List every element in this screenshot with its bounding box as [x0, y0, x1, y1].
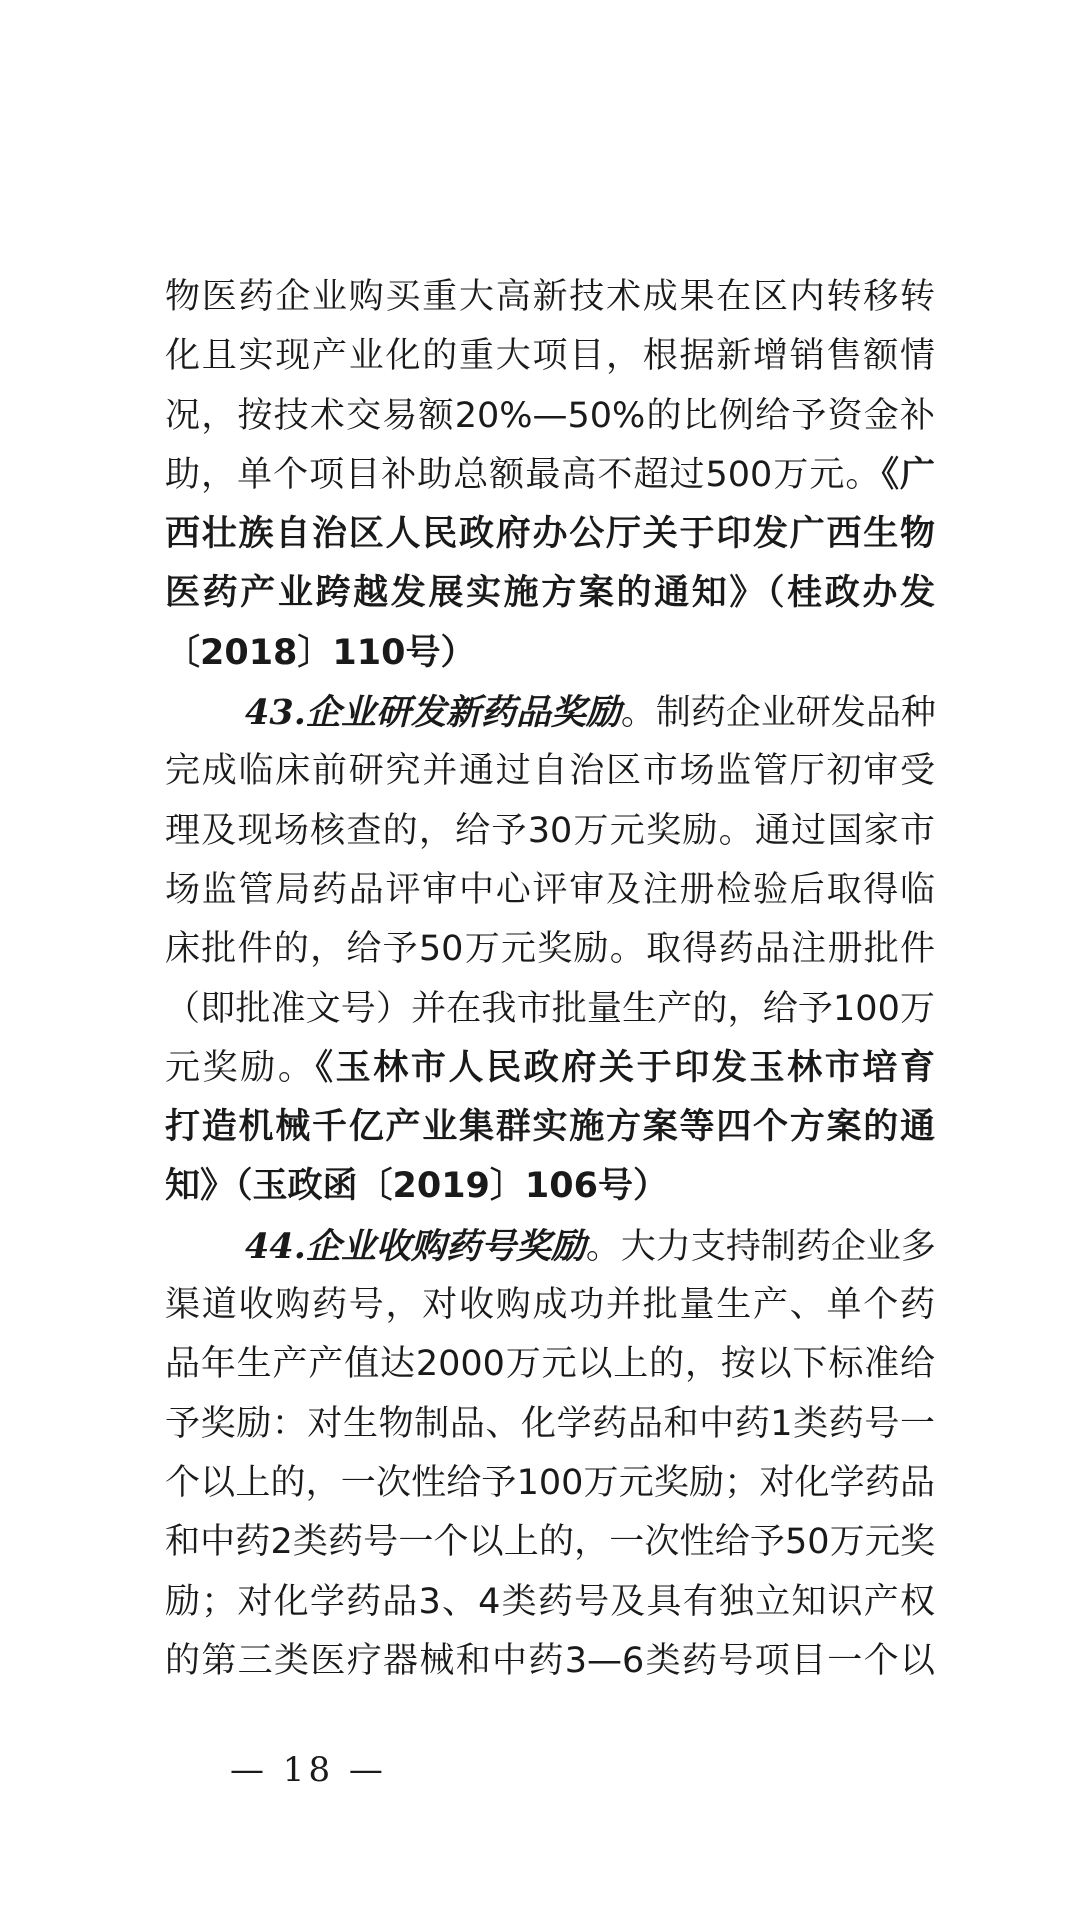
paragraph-3 — [165, 1217, 935, 1691]
paragraph-1 — [165, 268, 935, 683]
text-line: 床批件的，给予50万元奖励。取得药品注册批件 — [165, 929, 935, 970]
policy-citation-line: 打造机械千亿产业集群实施方案等四个方案的通 — [165, 1107, 935, 1148]
text-line: 况，按技术交易额20%—50%的比例给予资金补 — [165, 395, 935, 436]
paragraph-2 — [165, 683, 935, 1217]
policy-citation-start: 《玉林市人民政府关于印发玉林市培育 — [315, 1047, 935, 1088]
text-line: 励；对化学药品3、4类药号及具有独立知识产权 — [165, 1581, 935, 1622]
item-heading: 44.企业收购药号奖励 — [245, 1225, 586, 1267]
text-line: （即批准文号）并在我市批量生产的，给予100万 — [165, 988, 935, 1029]
page-number: — 18 — — [230, 1750, 387, 1790]
text-line: 化且实现产业化的重大项目，根据新增销售额情 — [165, 336, 935, 377]
text-line — [165, 683, 935, 742]
text-segment: 助，单个项目补助总额最高不超过500万元。 — [165, 454, 882, 495]
text-segment: 元奖励。 — [165, 1047, 316, 1088]
policy-citation-line: 医药产业跨越发展实施方案的通知》（桂政办发 — [165, 573, 935, 614]
text-line — [165, 446, 935, 505]
text-line: 完成临床前研究并通过自治区市场监管厅初审受 — [165, 751, 935, 792]
policy-citation-line: 西壮族自治区人民政府办公厅关于印发广西生物 — [165, 514, 935, 555]
text-line: 个以上的，一次性给予100万元奖励；对化学药品 — [165, 1462, 935, 1503]
text-segment: 。制药企业研发品种 — [620, 693, 936, 734]
policy-citation-line: 知》（玉政函〔2019〕106号） — [165, 1166, 668, 1207]
text-line — [165, 1217, 935, 1276]
text-line: 品年生产产值达2000万元以上的，按以下标准给 — [165, 1344, 935, 1385]
text-line: 的第三类医疗器械和中药3—6类药号项目一个以 — [165, 1640, 935, 1681]
text-segment: 。大力支持制药企业多 — [585, 1226, 936, 1267]
text-line: 渠道收购药号，对收购成功并批量生产、单个药 — [165, 1285, 935, 1326]
policy-citation-start: 《广 — [881, 454, 935, 495]
policy-citation-line: 〔2018〕110号） — [165, 632, 476, 673]
text-line: 理及现场核查的，给予30万元奖励。通过国家市 — [165, 810, 935, 851]
text-line: 予奖励：对生物制品、化学药品和中药1类药号一 — [165, 1403, 935, 1444]
text-line: 物医药企业购买重大高新技术成果在区内转移转 — [165, 277, 935, 317]
item-heading: 43.企业研发新药品奖励 — [245, 692, 621, 734]
text-line — [165, 1039, 935, 1098]
document-body — [165, 268, 935, 1691]
text-line: 和中药2类药号一个以上的，一次性给予50万元奖 — [165, 1522, 935, 1563]
text-line: 场监管局药品评审中心评审及注册检验后取得临 — [165, 869, 935, 910]
